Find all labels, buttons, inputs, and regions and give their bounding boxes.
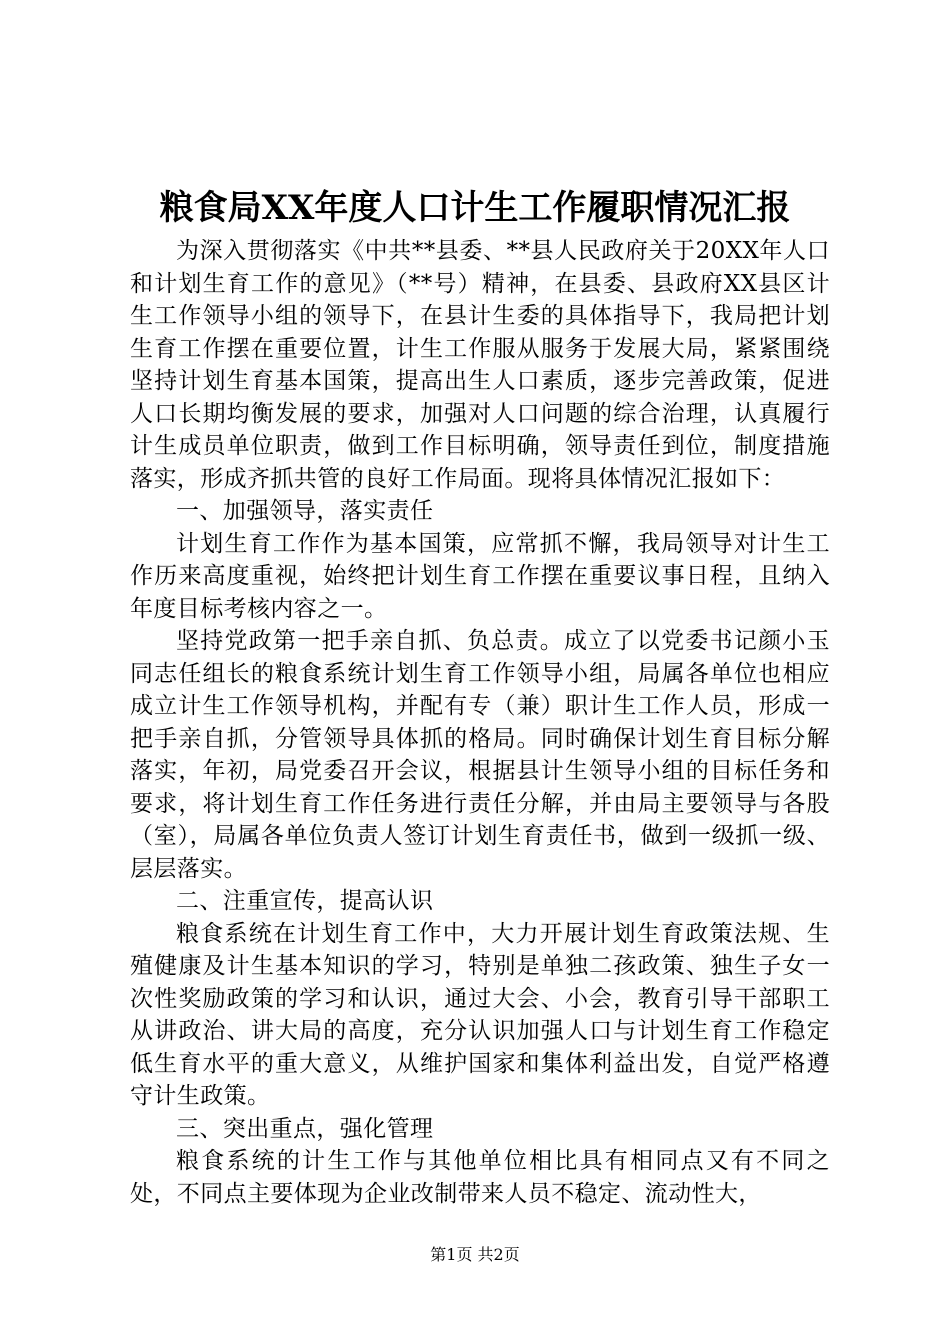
document-body	[130, 235, 830, 1210]
section-3-paragraph-1: 粮食系统的计生工作与其他单位相比具有相同点又有不同之处，不同点主要体现为企业改制带来人员不稳定、流动性大，	[130, 1148, 830, 1207]
section-heading-3: 三、突出重点，强化管理	[176, 1115, 434, 1142]
section-1-paragraph-1: 计划生育工作作为基本国策，应常抓不懈，我局领导对计生工作历来高度重视，始终把计划生育工作摆在重要议事日程，且纳入年度目标考核内容之一。	[130, 530, 830, 622]
document-title: 粮食局XX年度人口计生工作履职情况汇报	[159, 188, 791, 228]
section-1-paragraph-2: 坚持党政第一把手亲自抓、负总责。成立了以党委书记颜小玉同志任组长的粮食系统计划生育工作领导小组，局属各单位也相应成立计生工作领导机构，并配有专（兼）职计生工作人员，形成一把手亲自抓，分管领导具体抓的格局。同时确保计划生育目标分解落实，年初，局党委召开会议，根据县计生领导小组的目标任务和要求，将计划生育工作任务进行责任分解，并由局主要领导与各股（室），局属各单位负责人签订计划生育责任书，做到一级抓一级、层层落实。	[130, 628, 830, 882]
intro-paragraph: 为深入贯彻落实《中共**县委、**县人民政府关于20XX年人口和计划生育工作的意见》（**号）精神，在县委、县政府XX县区计生工作领导小组的领导下，在县计生委的具体指导下，我局把计划生育工作摆在重要位置，计生工作服从服务于发展大局，紧紧围绕坚持计划生育基本国策，提高出生人口素质，逐步完善政策，促进人口长期均衡发展的要求，加强对人口问题的综合治理，认真履行计生成员单位职责，做到工作目标明确，领导责任到位，制度措施落实，形成齐抓共管的良好工作局面。现将具体情况汇报如下：	[130, 238, 830, 492]
section-heading-1: 一、加强领导，落实责任	[176, 498, 434, 524]
section-heading-2: 二、注重宣传，提高认识	[176, 888, 434, 914]
section-2-paragraph-1: 粮食系统在计划生育工作中，大力开展计划生育政策法规、生殖健康及计生基本知识的学习，特别是单独二孩政策、独生子女一次性奖励政策的学习和认识，通过大会、小会，教育引导干部职工从讲政治、讲大局的高度，充分认识加强人口与计划生育工作稳定低生育水平的重大意义，从维护国家和集体利益出发，自觉严格遵守计生政策。	[130, 920, 830, 1109]
page-footer: 第1页 共2页	[430, 1245, 520, 1264]
